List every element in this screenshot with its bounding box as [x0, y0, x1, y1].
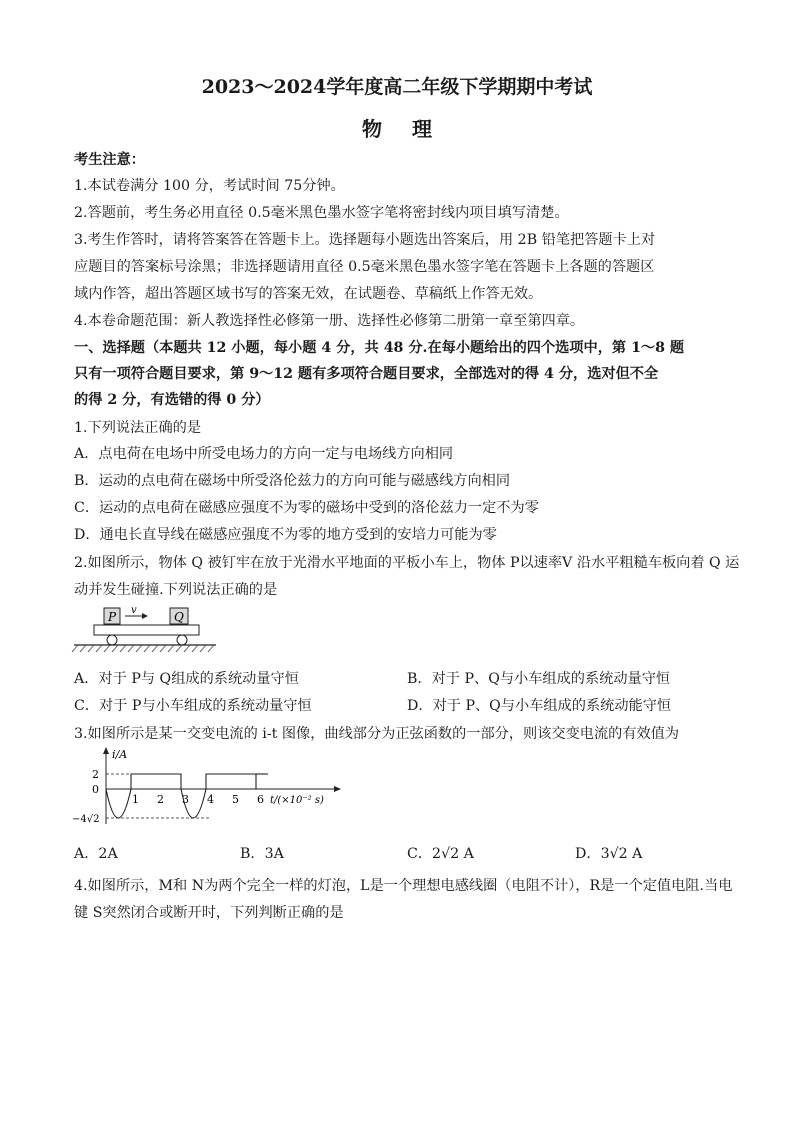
- x-tick-1: 1: [132, 793, 139, 806]
- velocity-arrow-head: [142, 613, 148, 619]
- cart-board: [94, 625, 199, 635]
- x-axis-label: t/(×10⁻² s): [270, 795, 324, 806]
- y-axis-arrow: [103, 747, 109, 754]
- block-p-label: P: [108, 610, 117, 624]
- ground-hatching: [72, 645, 214, 652]
- x-tick-3: 3: [182, 793, 189, 806]
- cart-wheel-right: [177, 635, 187, 645]
- q3-option-d: D．3√2 A: [575, 846, 643, 862]
- x-tick-2: 2: [157, 793, 164, 806]
- exam-title: 2023～2024学年度高二年级下学期期中考试: [201, 76, 593, 98]
- q1-option-a: A．点电荷在电场中所受电场力的方向一定与电场线方向相同: [74, 446, 454, 462]
- q3-option-a: A．2A: [74, 846, 118, 862]
- y-tick-2: 2: [92, 768, 99, 781]
- q2-cart-figure: [70, 604, 220, 660]
- q1-option-c: C．运动的点电荷在磁感应强度不为零的磁场中受到的洛伦兹力一定不为零: [74, 500, 539, 516]
- cart-wheel-left: [107, 635, 117, 645]
- q2-stem-line-2: 动并发生碰撞.下列说法正确的是: [74, 582, 278, 598]
- q2-option-d: D．对于 P、Q与小车组成的系统动能守恒: [407, 698, 672, 714]
- q2-option-b: B．对于 P、Q与小车组成的系统动量守恒: [407, 671, 671, 687]
- section-1-instructions-line-2: 只有一项符合题目要求，第 9～12 题有多项符合题目要求，全部选对的得 4 分，选对但不全: [74, 366, 659, 382]
- x-tick-4: 4: [207, 793, 214, 806]
- section-1-instructions-line-1: 一、选择题（本题共 12 小题，每小题 4 分，共 48 分.在每小题给出的四个选项中，第 1～8 题: [74, 340, 685, 356]
- notice-item-3-line-2: 应题目的答案标号涂黑；非选择题请用直径 0.5毫米黑色墨水签字笔在答题卡上各题的答题区: [74, 259, 655, 275]
- notice-item-3-line-3: 域内作答，超出答题区域书写的答案无效，在试题卷、草稿纸上作答无效。: [74, 286, 543, 302]
- q3-option-b: B．3A: [240, 846, 284, 862]
- notice-item-1: 1.本试卷满分 100 分，考试时间 75分钟。: [74, 178, 345, 194]
- subject-title: 物理: [362, 117, 462, 141]
- x-axis-arrow: [334, 786, 341, 792]
- waveform-positive-block-1: [131, 774, 181, 789]
- q2-option-a: A．对于 P与 Q组成的系统动量守恒: [74, 671, 299, 687]
- section-1-instructions-line-3: 的得 2 分，有选错的得 0 分）: [74, 392, 270, 408]
- q1-option-d: D．通电长直导线在磁感应强度不为零的地方受到的安培力可能为零: [74, 527, 497, 543]
- x-tick-6: 6: [257, 793, 264, 806]
- notice-heading: 考生注意：: [74, 152, 145, 168]
- q1-option-b: B．运动的点电荷在磁场中所受洛伦兹力的方向可能与磁感线方向相同: [74, 473, 511, 489]
- q3-stem: 3.如图所示是某一交变电流的 i-t 图像，曲线部分为正弦函数的一部分，则该交变电流的有效值为: [74, 726, 680, 742]
- waveform-negative-half-1: [106, 789, 131, 818]
- y-tick-0: 0: [92, 783, 99, 796]
- notice-item-4: 4.本卷命题范围：新人教选择性必修第一册、选择性必修第二册第一章至第四章。: [74, 313, 585, 329]
- y-axis-label: i/A: [112, 748, 128, 761]
- q2-option-c: C．对于 P与小车组成的系统动量守恒: [74, 698, 312, 714]
- notice-item-2: 2.答题前，考生务必用直径 0.5毫米黑色墨水签字笔将密封线内项目填写清楚。: [74, 205, 569, 221]
- q4-stem-line-2: 键 S突然闭合或断开时，下列判断正确的是: [74, 905, 344, 921]
- waveform-positive-block-2: [206, 774, 256, 789]
- q3-option-c: C．2√2 A: [407, 846, 474, 862]
- y-tick-minus-4root2: −4√2: [72, 814, 100, 825]
- q2-stem-line-1: 2.如图所示，物体 Q 被钉牢在放于光滑水平地面的平板小车上，物体 P以速率V 沿水平粗糙车板向着 Q 运: [74, 555, 740, 571]
- velocity-label: v: [131, 605, 137, 616]
- block-q-label: Q: [174, 610, 184, 624]
- x-tick-5: 5: [232, 793, 239, 806]
- notice-item-3-line-1: 3.考生作答时，请将答案答在答题卡上。选择题每小题选出答案后，用 2B 铅笔把答题卡上对: [74, 232, 656, 248]
- q3-it-graph: [70, 746, 350, 828]
- q1-stem: 1.下列说法正确的是: [74, 420, 202, 436]
- q4-stem-line-1: 4.如图所示，M和 N为两个完全一样的灯泡，L是一个理想电感线圈（电阻不计），R是一个定值电阻.当电: [74, 878, 733, 894]
